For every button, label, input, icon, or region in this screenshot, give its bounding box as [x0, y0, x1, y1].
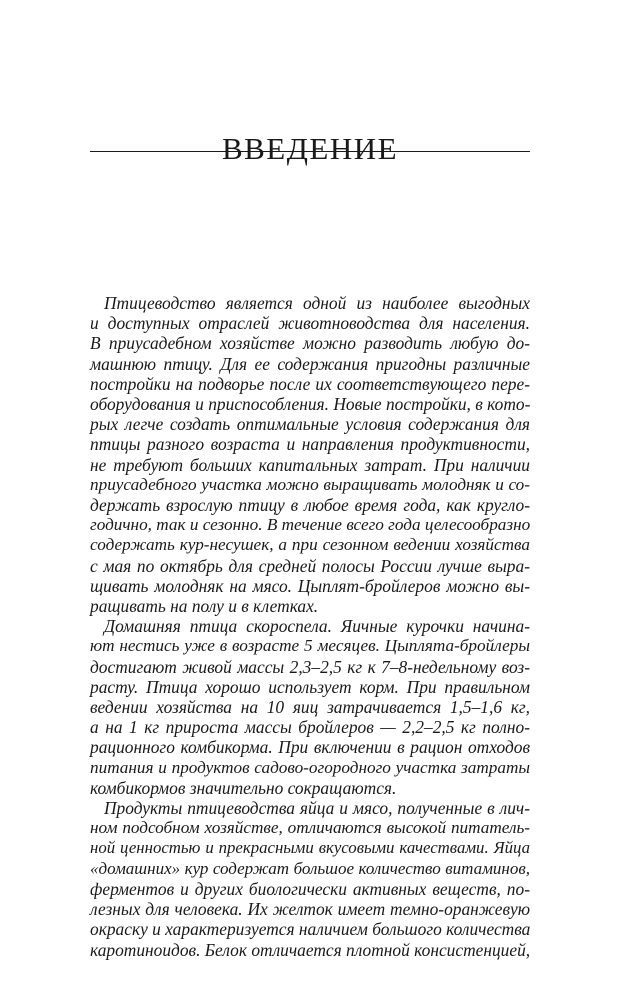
text-line: годично, так и сезонно. В течение всего года целесообразно — [90, 515, 531, 535]
text-line: ют нестись уже в возрасте 5 месяцев. Цыплята-бройлеры — [90, 636, 530, 656]
paragraph — [90, 798, 530, 960]
title-underline — [90, 151, 530, 152]
text-line: В приусадебном хозяйстве можно разводить любую до- — [90, 333, 530, 354]
text-line: Птицеводство является одной из наиболее выгодных — [104, 293, 530, 313]
text-line: ном подсобном хозяйстве, отличаются высокой питатель- — [90, 818, 530, 838]
text-line: приусадебного участка можно выращивать молодняк и со- — [90, 474, 530, 494]
text-line: ной ценностью и прекрасными вкусовыми качествами. Яйца — [90, 838, 530, 858]
text-line: «домашних» кур содержат большое количество витаминов, — [90, 858, 530, 878]
text-line: машнюю птицу. Для ее содержания пригодны различные — [90, 353, 530, 374]
text-line: с мая по октябрь для средней полосы России лучше выра- — [90, 555, 530, 576]
text-line: Продукты птицеводства яйца и мясо, полученные в лич- — [104, 798, 530, 819]
text-line: окраску и характеризуется наличием большого количества — [90, 919, 531, 940]
text-line: расту. Птица хорошо использует корм. При правильном — [90, 676, 530, 697]
text-line: достигают живой массы 2,3–2,5 кг к 7–8-недельному воз- — [90, 656, 530, 677]
body-text — [90, 293, 530, 960]
text-line: Домашняя птица скороспела. Яичные курочки начина- — [104, 616, 530, 637]
text-line: комбикормов значительно сокращаются. — [90, 777, 397, 798]
paragraph — [90, 616, 530, 798]
text-line: постройки на подворье после их соответствующего пере- — [90, 373, 530, 394]
text-line: щивать молодняк на мясо. Цыплят-бройлеров можно вы- — [90, 575, 530, 596]
text-line: птицы разного возраста и направления продуктивности, — [90, 434, 530, 455]
text-line: рых легче создать оптимальные условия содержания для — [90, 414, 530, 435]
text-line: оборудования и приспособления. Новые постройки, в кото- — [90, 394, 531, 415]
text-line: содержать кур-несушек, а при сезонном ведении хозяйства — [90, 535, 530, 555]
text-line: каротиноидов. Белок отличается плотной консистенцией, — [90, 939, 531, 960]
text-line: рационного комбикорма. При включении в рацион отходов — [90, 737, 530, 758]
text-line: ферментов и других биологически активных веществ, по- — [90, 878, 530, 899]
text-line: и доступных отраслей животноводства для населения. — [90, 313, 530, 334]
text-line: ведении хозяйства на 10 яиц затрачивается 1,5–1,6 кг, — [90, 697, 530, 718]
chapter-title: ВВЕДЕНИЕ — [221, 130, 399, 166]
text-line: ращивать на полу и в клетках. — [90, 596, 319, 617]
text-line: лезных для человека. Их желток имеет темно-оранжевую — [90, 899, 530, 920]
text-line: питания и продуктов садово-огородного участка затраты — [90, 757, 530, 777]
text-line: не требуют больших капитальных затрат. При наличии — [90, 454, 530, 475]
text-line: а на 1 кг прироста массы бройлеров — 2,2–2,5 кг полно- — [90, 717, 530, 738]
paragraph — [90, 293, 530, 616]
text-line: держать взрослую птицу в любое время года, как кругло- — [90, 495, 530, 516]
